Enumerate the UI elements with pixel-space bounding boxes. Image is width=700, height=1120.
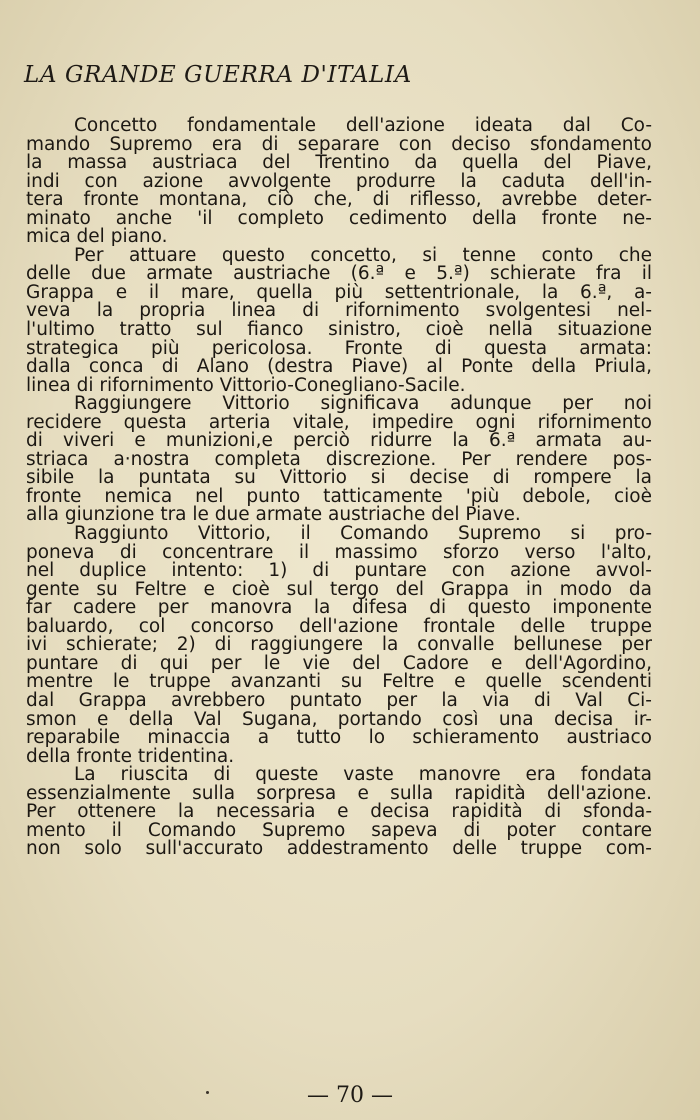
text-line: smon e della Val Sugana, portando così una decisa ir- <box>26 708 652 730</box>
running-head: LA GRANDE GUERRA D'ITALIA <box>24 62 412 88</box>
text-line: Grappa e il mare, quella più settentrionale, la 6.ª, a- <box>26 281 652 303</box>
text-line: gente su Feltre e cioè sul tergo del Grappa in modo da <box>26 578 652 600</box>
text-line: Per ottenere la necessaria e decisa rapidità di sfonda- <box>26 801 652 823</box>
text-line: fronte nemica nel punto tatticamente 'più debole, cioè <box>26 485 652 507</box>
text-line: minato anche 'il completo cedimento della fronte ne- <box>26 207 652 229</box>
page-number: — 70 — <box>307 1083 393 1108</box>
text-line: dalla conca di Alano (destra Piave) al Ponte della Priula, <box>26 356 652 378</box>
text-line: dal Grappa avrebbero puntato per la via di Val Ci- <box>26 689 652 711</box>
text-line: nel duplice intento: 1) di puntare con azione avvol- <box>26 560 652 582</box>
text-line: far cadere per manovra la difesa di questo imponente <box>26 597 652 619</box>
text-line: tera fronte montana, ciò che, di riflesso, avrebbe deter- <box>26 189 652 211</box>
text-line: poneva di concentrare il massimo sforzo verso l'alto, <box>26 541 652 563</box>
text-line: mando Supremo era di separare con deciso sfondamento <box>26 133 652 155</box>
text-line: strategica più pericolosa. Fronte di questa armata: <box>26 337 652 359</box>
text-line: baluardo, col concorso dell'azione frontale delle truppe <box>26 615 652 637</box>
text-line: La riuscita di queste vaste manovre era fondata <box>74 764 652 786</box>
text-line: reparabile minaccia a tutto lo schieramento austriaco <box>26 727 652 749</box>
paragraph <box>26 117 652 247</box>
paragraph <box>26 395 652 525</box>
body-text <box>26 117 652 859</box>
text-line: recidere questa arteria vitale, impedire ogni rifornimento <box>26 411 652 433</box>
text-line: Raggiunto Vittorio, il Comando Supremo si pro- <box>74 523 652 545</box>
text-line: mento il Comando Supremo sapeva di poter contare <box>26 819 652 841</box>
text-line: della fronte tridentina. <box>26 745 235 767</box>
text-line: Per attuare questo concetto, si tenne conto che <box>74 244 652 266</box>
text-line: puntare di qui per le vie del Cadore e dell'Agordino, <box>26 652 652 674</box>
text-line: l'ultimo tratto sul fianco sinistro, cioè nella situazione <box>26 319 652 341</box>
text-line: mentre le truppe avanzanti su Feltre e quelle scendenti <box>26 671 652 693</box>
text-line: veva la propria linea di rifornimento svolgentesi nel- <box>26 300 652 322</box>
text-line: ivi schierate; 2) di raggiungere la convalle bellunese per <box>26 634 652 656</box>
paragraph <box>26 525 652 766</box>
text-line: delle due armate austriache (6.ª e 5.ª) schierate fra il <box>26 263 652 285</box>
text-line: essenzialmente sulla sorpresa e sulla rapidità dell'azione. <box>26 782 652 804</box>
text-line: linea di rifornimento Vittorio-Conegliano-Sacile. <box>26 374 466 396</box>
text-line: alla giunzione tra le due armate austriache del Piave. <box>26 504 521 526</box>
text-line: indi con azione avvolgente produrre la caduta dell'in- <box>26 170 652 192</box>
text-line: Concetto fondamentale dell'azione ideata dal Co- <box>74 115 652 136</box>
text-line: la massa austriaca del Trentino da quella del Piave, <box>26 152 652 174</box>
text-line: mica del piano. <box>26 226 168 248</box>
text-line: di viveri e munizioni,e perciò ridurre la 6.ª armata au- <box>26 430 652 452</box>
paragraph <box>26 244 652 396</box>
text-line: sibile la puntata su Vittorio si decise di rompere la <box>26 467 652 489</box>
text-line: striaca a·nostra completa discrezione. Per rendere pos- <box>26 448 652 470</box>
text-line: non solo sull'accurato addestramento delle truppe com- <box>26 838 652 860</box>
paragraph <box>26 766 652 859</box>
text-line: Raggiungere Vittorio significava adunque per noi <box>74 393 652 415</box>
